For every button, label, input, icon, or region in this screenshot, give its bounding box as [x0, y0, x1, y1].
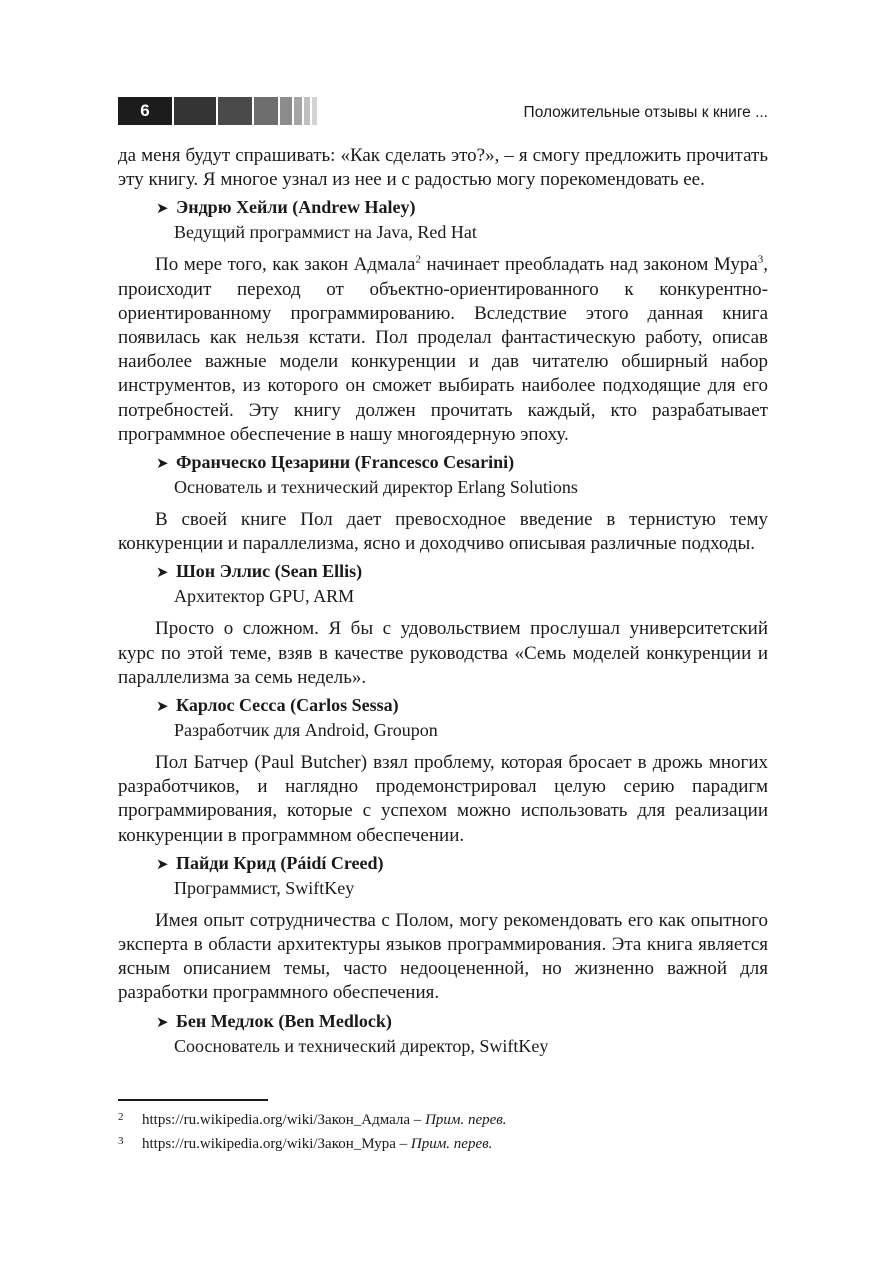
footnote-ref: 2: [415, 254, 421, 267]
header-bar-segment: [218, 97, 252, 125]
testimonial-text: Пол Батчер (Paul Butcher) взял проблему, которая бросает в дрожь многих разработчиков, и наглядно продемонстрировал целую серию парадигм программирования, которые с успехом можно использовать для реализации конкуренции в программном обеспечении.: [118, 752, 768, 846]
testimonial-text: Имея опыт сотрудничества с Полом, могу рекомендовать его как опытного эксперта в области архитектуры языков программирования. Эта книга является ясным описанием темы, часто недооцененной, но жизненно важной для разработки программного обеспечения.: [118, 909, 768, 1004]
footnote-ref: 3: [757, 254, 764, 267]
testimonial-attribution: [118, 851, 768, 900]
header-bar-segment: [280, 97, 292, 125]
arrow-bullet-icon: ➤: [156, 697, 169, 716]
testimonials: [118, 144, 768, 1067]
testimonial-attribution: [118, 195, 768, 244]
footnote: [118, 1132, 768, 1156]
header-bar-segment: [294, 97, 302, 125]
header-bar-segment: [304, 97, 310, 125]
testimonial-attribution: [118, 693, 768, 742]
header-bar-segment: [254, 97, 278, 125]
page-number: 6: [118, 97, 172, 125]
footnote-link[interactable]: https://ru.wikipedia.org/wiki/Закон_Адмала –: [142, 1112, 426, 1128]
author-name: Пайди Крид (Páidí Creed): [176, 852, 384, 873]
arrow-bullet-icon: ➤: [156, 854, 169, 873]
testimonial-text: да меня будут спрашивать: «Как сделать это?», – я смогу предложить прочитать эту книгу. Я многое узнал из нее и с радостью могу порекомендовать ее.: [118, 145, 768, 191]
arrow-bullet-icon: ➤: [156, 563, 169, 582]
author-name: Франческо Цезарини (Francesco Cesarini): [176, 452, 515, 473]
testimonial-attribution: [118, 450, 768, 499]
author-role: Разработчик для Android, Groupon: [174, 720, 438, 741]
author-role: Архитектор GPU, ARM: [174, 586, 355, 607]
footnote-mark: 2: [118, 1111, 124, 1123]
testimonial-text: Просто о сложном. Я бы с удовольствием прослушал университетский курс по этой теме, взяв в качестве руководства «Семь моделей конкуренции и параллелизма за семь недель».: [118, 618, 768, 688]
testimonial-attribution: [118, 559, 768, 608]
header-bar-segment: [312, 97, 317, 125]
arrow-bullet-icon: ➤: [156, 1012, 169, 1031]
author-name: Бен Медлок (Ben Medlock): [176, 1010, 392, 1031]
author-role: Основатель и технический директор Erlang Solutions: [174, 477, 578, 498]
footnote-link[interactable]: https://ru.wikipedia.org/wiki/Закон_Мура –: [142, 1136, 411, 1152]
author-role: Ведущий программист на Java, Red Hat: [174, 222, 477, 243]
testimonial-text: По мере того, как закон Адмала$^2$ начинает преобладать над законом Мура$^3$, происходит переход от объектно-ориентированного к конкурентно-ориентированному программированию. Вследствие этого данная книга появилась как нельзя кстати. Пол проделал фантастическую работу, описав наиболее важные модели конкуренции и дав читателю обширный набор инструментов, из которого он сможет выбирать наиболее подходящие для его потребностей. Эту книгу должен прочитать каждый, кто разрабатывает программное обеспечение в нашу многоядерную эпоху.: [118, 254, 769, 445]
author-role: Сооснователь и технический директор, SwiftKey: [174, 1035, 549, 1056]
testimonial-attribution: [118, 1009, 768, 1058]
header-bar-segment: [174, 97, 216, 125]
footnote: [118, 1108, 768, 1132]
author-name: Шон Эллис (Sean Ellis): [176, 561, 363, 582]
arrow-bullet-icon: ➤: [156, 454, 169, 473]
author-role: Программист, SwiftKey: [174, 877, 355, 898]
author-name: Карлос Сесса (Carlos Sessa): [176, 695, 399, 716]
arrow-bullet-icon: ➤: [156, 199, 169, 218]
page-header: [118, 97, 768, 125]
testimonial-text: В своей книге Пол дает превосходное введение в тернистую тему конкуренции и параллелизма, ясно и доходчиво описывая различные подходы.: [118, 509, 768, 555]
footnote-divider: [118, 1099, 268, 1101]
footnote-mark: 3: [118, 1135, 124, 1147]
footnote-note: Прим. перев.: [425, 1112, 507, 1128]
footnotes: [118, 1108, 768, 1156]
running-title: Положительные отзывы к книге ...: [523, 104, 768, 121]
footnote-note: Прим. перев.: [410, 1136, 493, 1152]
author-name: Эндрю Хейли (Andrew Haley): [176, 197, 416, 218]
